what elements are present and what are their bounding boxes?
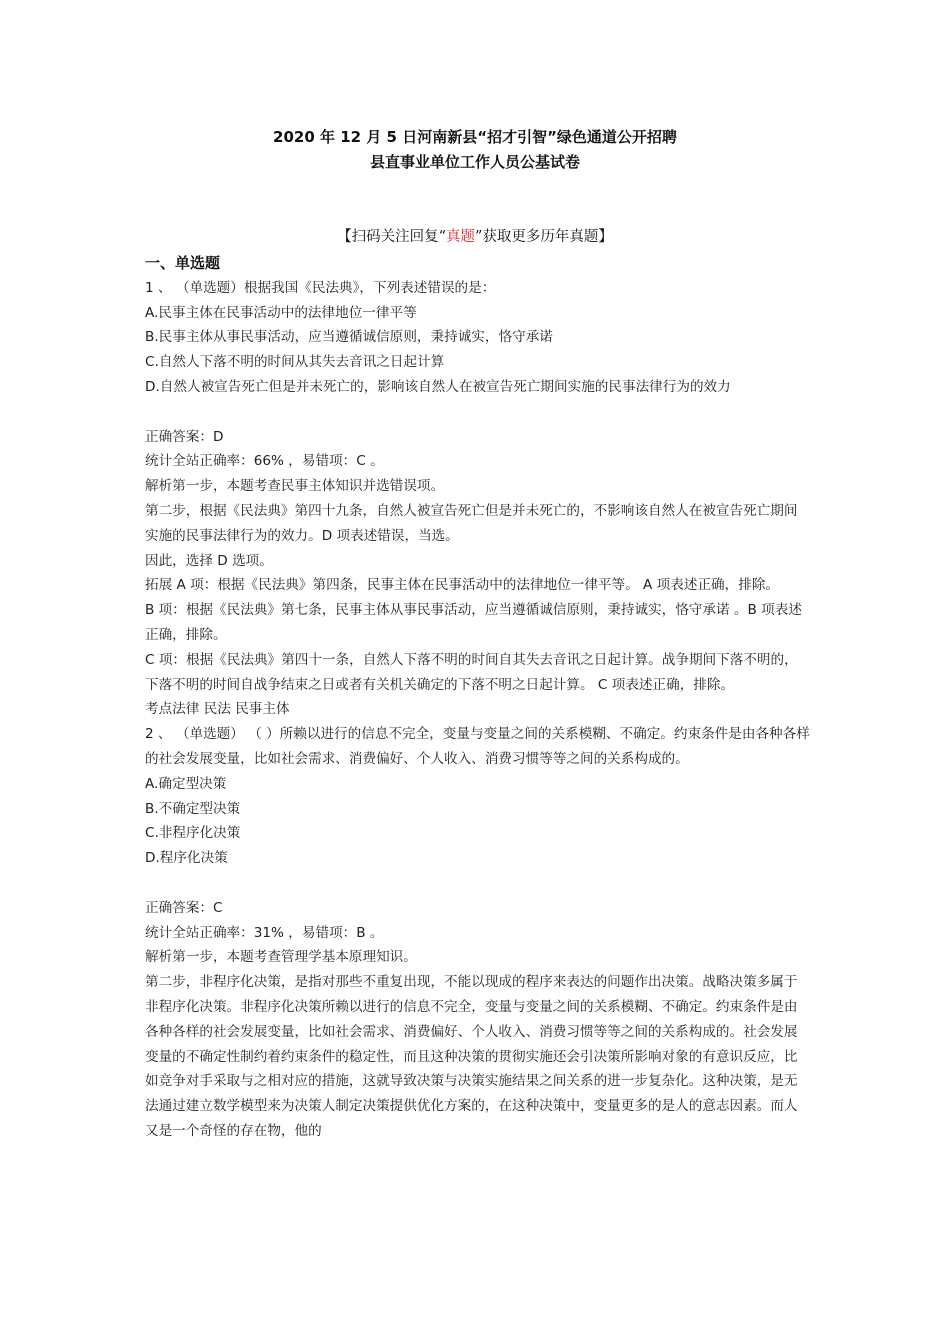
question-2-analysis-step2: 第二步，非程序化决策，是指对那些不重复出现，不能以现成的程序来表达的问题作出决策。战略决策多属于非程序化决策。非程序化决策所赖以进行的信息不完全，变量与变量之间的关系模糊、不确定。约束条件是由各种各样的社会发展变量，比如社会需求、消费偏好、个人收入、消费习惯等等之间的关系构成的。社会发展变量的不确定性制约着约束条件的稳定性，而且这种决策的贯彻实施还会引决策所影响对象的有意识反应，比如竞争对手采取与之相对应的措施，这就导致决策与决策实施结果之间关系的进一步复杂化。这种决策，是无法通过建立数学模型来为决策人制定决策提供优化方案的，在这种决策中，变量更多的是人的意志因素。而人又是一个奇怪的存在物，他的 [145, 974, 798, 1139]
question-2-analysis-step1: 解析第一步，本题考查管理学基本原理知识。 [145, 949, 417, 966]
section-title: 一、单选题 [145, 254, 221, 272]
question-2-option-a: A.确定型决策 [145, 775, 227, 792]
question-2-option-d: D.程序化决策 [145, 850, 228, 867]
question-1-stem: 1 、 （单选题）根据我国《民法典》，下列表述错误的是： [145, 279, 496, 296]
question-1-stats: 统计全站正确率：66% ，易错项：C 。 [145, 453, 384, 470]
question-1-option-b: B.民事主体从事民事活动，应当遵循诚信原则，秉持诚实，恪守承诺 [145, 329, 553, 346]
promo-banner [0, 227, 950, 247]
question-1-analysis-step1: 解析第一步，本题考查民事主体知识并选错误项。 [145, 478, 445, 495]
question-2-option-c: C.非程序化决策 [145, 825, 241, 842]
question-1-option-c: C.自然人下落不明的时间从其失去音讯之日起计算 [145, 354, 445, 371]
exam-title-line1: 2020 年 12 月 5 日河南新县“招才引智”绿色通道公开招聘 [273, 128, 677, 146]
promo-keyword: 真题 [446, 229, 475, 245]
question-1-option-d: D.自然人被宣告死亡但是并未死亡的，影响该自然人在被宣告死亡期间实施的民事法律行为的效力 [145, 378, 731, 395]
question-2-option-b: B.不确定型决策 [145, 800, 241, 817]
question-1-tags: 考点法律 民法 民事主体 [145, 701, 290, 718]
spacer [145, 871, 810, 896]
exam-content [145, 251, 810, 1144]
question-1-extension-b: B 项：根据《民法典》第七条，民事主体从事民事活动，应当遵循诚信原则，秉持诚实，恪守承诺 。B 项表述正确，排除。 [145, 602, 802, 643]
question-2-answer: 正确答案：C [145, 899, 223, 916]
question-2-stats: 统计全站正确率：31% ，易错项：B 。 [145, 924, 384, 941]
question-2-stem: 2 、 （单选题） （ ）所赖以进行的信息不完全，变量与变量之间的关系模糊、不确定。约束条件是由各种各样的社会发展变量，比如社会需求、消费偏好、个人收入、消费习惯等等之间的关系构成的。 [145, 726, 810, 767]
question-1-option-a: A.民事主体在民事活动中的法律地位一律平等 [145, 304, 417, 321]
question-1-answer: 正确答案：D [145, 428, 224, 445]
question-1-extension-c: C 项：根据《民法典》第四十一条，自然人下落不明的时间自其失去音讯之日起计算。战争期间下落不明的，下落不明的时间自战争结束之日或者有关机关确定的下落不明之日起计算。 C 项表述正确，排除。 [145, 651, 798, 693]
spacer [145, 400, 810, 425]
question-1-extension-a: 拓展 A 项：根据《民法典》第四条，民事主体在民事活动中的法律地位一律平等。 A 项表述正确，排除。 [145, 577, 780, 594]
promo-prefix: 【扫码关注回复“ [337, 229, 446, 245]
exam-title-line2: 县直事业单位工作人员公基试卷 [369, 153, 580, 171]
promo-suffix: ”获取更多历年真题】 [475, 229, 613, 245]
question-1-conclusion: 因此，选择 D 选项。 [145, 552, 273, 569]
question-1-analysis-step2: 第二步，根据《民法典》第四十九条，自然人被宣告死亡但是并未死亡的，不影响该自然人在被宣告死亡期间实施的民事法律行为的效力。D 项表述错误，当选。 [145, 502, 798, 544]
